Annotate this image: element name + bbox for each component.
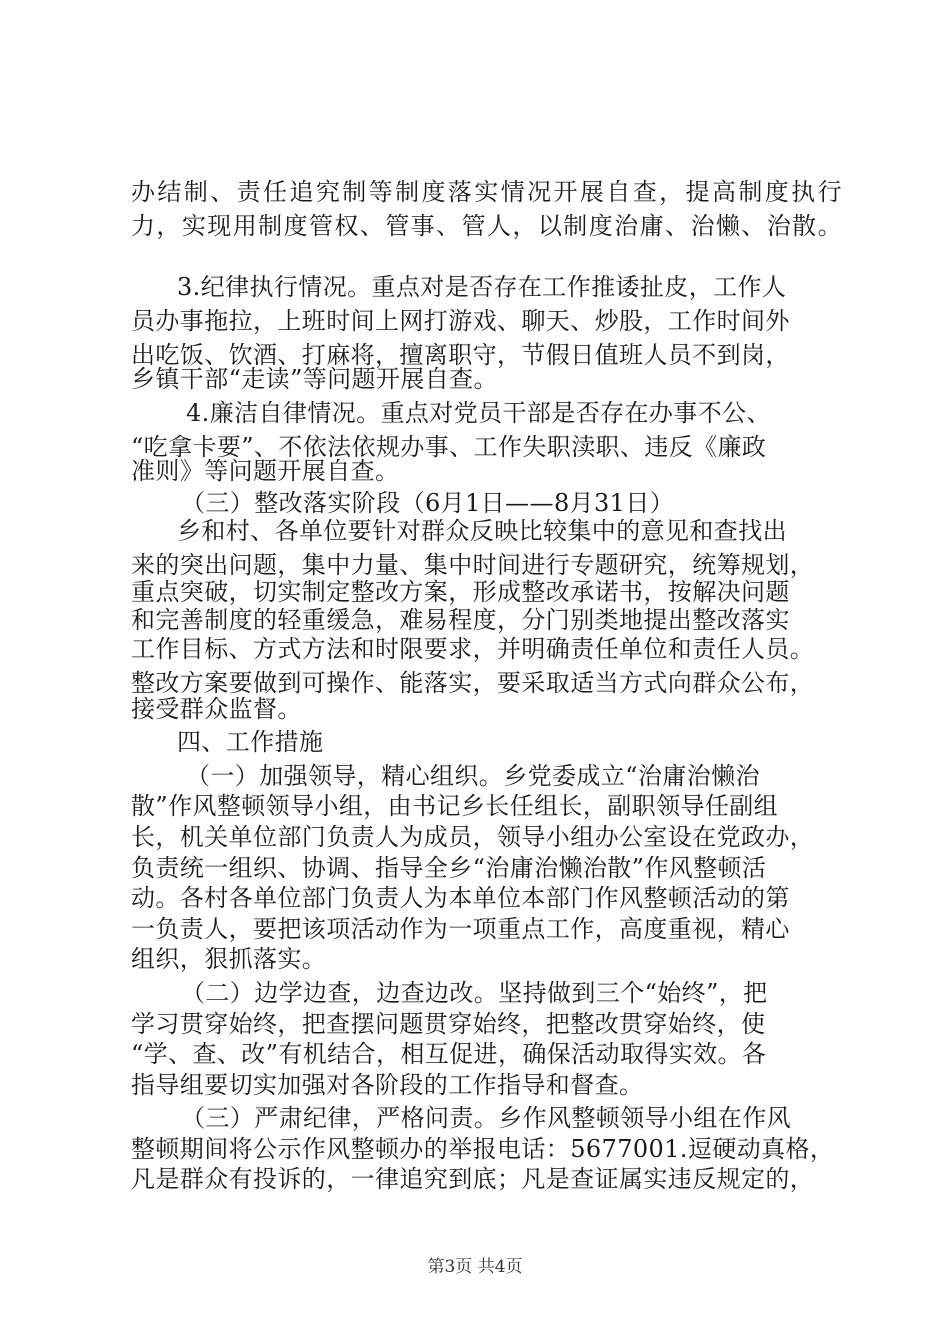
- text-line: 员办事拖拉，上班时间上网打游戏、聊天、炒股，工作时间外: [131, 307, 790, 335]
- text-line: 学习贯穿始终，把查摆问题贯穿始终，把整改贯穿始终，使: [131, 1010, 766, 1038]
- text-line: 和完善制度的轻重缓急，难易程度，分门别类地提出整改落实: [131, 606, 790, 634]
- text-line: 一负责人，要把该项活动作为一项重点工作，高度重视，精心: [131, 915, 790, 943]
- text-line: 动。各村各单位部门负责人为本单位本部门作风整顿活动的第: [131, 884, 790, 912]
- text-line: 乡镇干部“走读”等问题开展自查。: [131, 365, 498, 393]
- text-line: 指导组要切实加强对各阶段的工作指导和督查。: [131, 1071, 644, 1099]
- section-heading: 四、工作措施: [177, 728, 324, 756]
- text-line: 凡是群众有投诉的，一律追究到底；凡是查证属实违反规定的，: [131, 1165, 815, 1193]
- text-line: 乡和村、各单位要针对群众反映比较集中的意见和查找出: [177, 517, 787, 545]
- text-line: 负责统一组织、协调、指导全乡“治庸治懒治散”作风整顿活: [131, 854, 767, 882]
- text-line: 办结制、责任追究制等制度落实情况开展自查，提高制度执行: [131, 178, 842, 206]
- section-heading: （三）整改落实阶段（6月1日——8月31日）: [181, 489, 675, 517]
- text-line: 组织，狠抓落实。: [131, 945, 327, 973]
- text-line: “吃拿卡要”、不依法依规办事、工作失职渎职、违反《廉政: [131, 433, 767, 461]
- text-line: （三）严肃纪律，严格问责。乡作风整顿领导小组在作风: [181, 1104, 791, 1132]
- text-line: 接受群众监督。: [131, 695, 302, 723]
- text-line: 出吃饭、饮酒、打麻将，擅离职守，节假日值班人员不到岗，: [131, 341, 790, 369]
- text-line: 重点突破，切实制定整改方案，形成整改承诺书，按解决问题: [131, 578, 790, 606]
- page-number-footer: 第3页 共4页: [427, 1257, 523, 1277]
- text-line: 工作目标、方式方法和时限要求，并明确责任单位和责任人员。: [131, 635, 815, 663]
- text-line: “学、查、改”有机结合，相互促进，确保活动取得实效。各: [131, 1040, 767, 1068]
- text-line: 整顿期间将公示作风整顿办的举报电话：5677001.逗硬动真格，: [131, 1135, 835, 1163]
- text-line: 力，实现用制度管权、管事、管人，以制度治庸、治懒、治散。: [131, 212, 842, 240]
- text-line: （一）加强领导，精心组织。乡党委成立“治庸治懒治: [186, 762, 760, 790]
- text-line: 长，机关单位部门负责人为成员，领导小组办公室设在党政办，: [131, 823, 815, 851]
- text-line: （二）边学边查，边查边改。坚持做到三个“始终”，把: [181, 979, 768, 1007]
- text-line: 3.纪律执行情况。重点对是否存在工作推诿扯皮，工作人: [177, 273, 787, 301]
- text-line: 整改方案要做到可操作、能落实，要采取适当方式向群众公布，: [131, 669, 815, 697]
- text-line: 准则》等问题开展自查。: [131, 457, 400, 485]
- text-line: 4.廉洁自律情况。重点对党员干部是否存在办事不公、: [186, 399, 771, 427]
- text-line: 散”作风整顿领导小组，由书记乡长任组长，副职领导任副组: [131, 792, 779, 820]
- text-line: 来的突出问题，集中力量、集中时间进行专题研究，统筹规划，: [131, 551, 815, 579]
